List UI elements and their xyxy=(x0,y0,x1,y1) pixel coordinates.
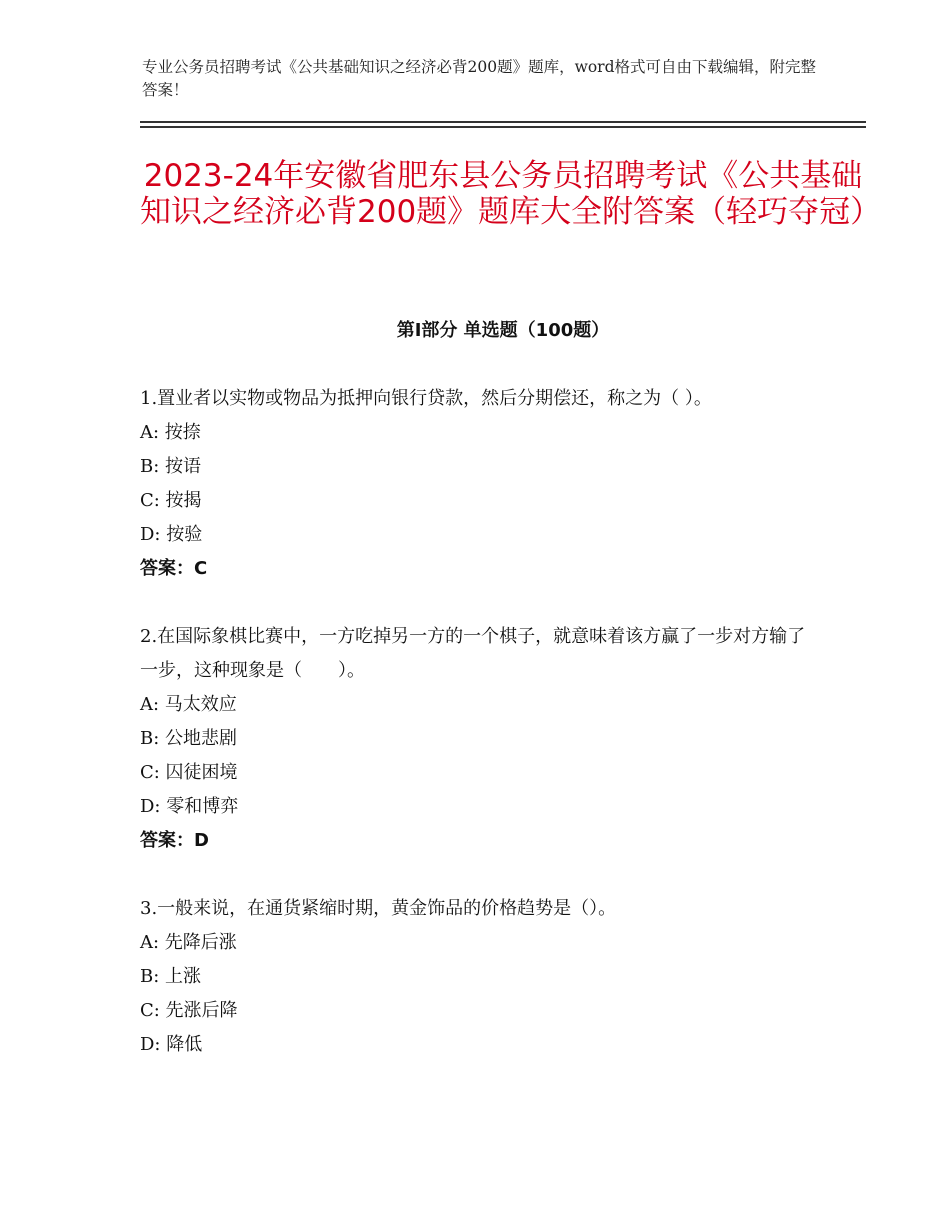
question-stem: 3.一般来说，在通货紧缩时期，黄金饰品的价格趋势是（）。 xyxy=(140,898,617,919)
option-c: C: 按揭 xyxy=(140,490,202,511)
option-a: A: 先降后涨 xyxy=(140,932,237,953)
question-stem: 2.在国际象棋比赛中，一方吃掉另一方的一个棋子，就意味着该方赢了一步对方输了一步，这种现象是（ ）。 xyxy=(140,626,806,681)
option-b: B: 上涨 xyxy=(140,966,202,987)
header-rule-top xyxy=(140,121,866,123)
section-heading: 第Ⅰ部分 单选题（100题） xyxy=(396,320,610,341)
document-title: 2023-24年安徽省肥东县公务员招聘考试《公共基础知识之经济必背200题》题库大全附答案（轻巧夺冠） xyxy=(140,158,882,230)
question-3 xyxy=(140,892,820,1062)
option-c: C: 囚徒困境 xyxy=(140,762,238,783)
option-d: D: 降低 xyxy=(140,1034,203,1055)
option-d: D: 按验 xyxy=(140,524,203,545)
answer-line: 答案：D xyxy=(140,830,209,851)
option-a: A: 按捺 xyxy=(140,422,201,443)
option-a: A: 马太效应 xyxy=(140,694,237,715)
option-c: C: 先涨后降 xyxy=(140,1000,238,1021)
question-2 xyxy=(140,620,820,858)
header-rule-bottom xyxy=(140,126,866,128)
option-b: B: 按语 xyxy=(140,456,202,477)
option-b: B: 公地悲剧 xyxy=(140,728,238,749)
option-d: D: 零和博弈 xyxy=(140,796,239,817)
question-list xyxy=(140,382,820,1096)
question-stem: 1.置业者以实物或物品为抵押向银行贷款，然后分期偿还，称之为（ ）。 xyxy=(140,388,712,409)
question-1 xyxy=(140,382,820,586)
answer-line: 答案：C xyxy=(140,558,208,579)
header-note: 专业公务员招聘考试《公共基础知识之经济必背200题》题库，word格式可自由下载编辑，附完整答案！ xyxy=(142,58,817,99)
